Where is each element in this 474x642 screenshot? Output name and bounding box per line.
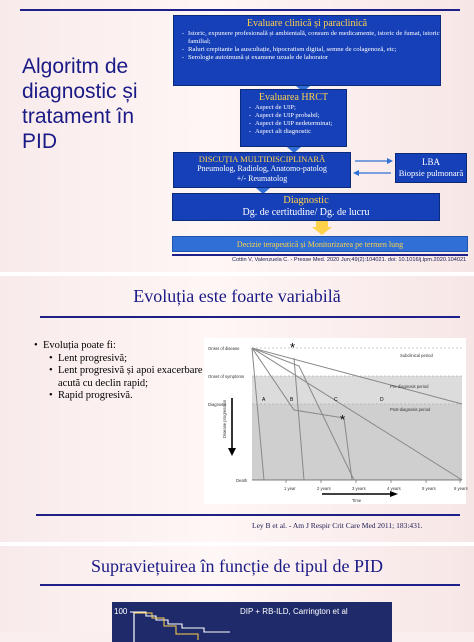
- x-tick: 6 years: [454, 486, 468, 491]
- mdt-line: +/- Reumatolog: [236, 174, 288, 183]
- ymark-diagnosis: Diagnosis: [208, 402, 227, 407]
- box-clinical-title: Evaluare clinică și paraclinică: [246, 18, 368, 29]
- curve-label-c: C: [334, 397, 338, 403]
- progression-svg: [204, 338, 466, 504]
- hrct-item: - Aspect de UIP nedeterminat;: [249, 120, 346, 128]
- arrow-down-icon: [312, 221, 332, 235]
- bottom-rule: [172, 254, 468, 256]
- title-rule: [40, 316, 460, 318]
- x-tick: 4 years: [387, 486, 401, 491]
- box-clinical-evaluation: [173, 15, 441, 86]
- curve-label-a: A: [262, 397, 266, 403]
- slide3-title: Supraviețuirea în funcție de tipul de PID: [91, 556, 383, 576]
- biopsy-line: Biopsie pulmonară: [398, 168, 464, 178]
- x-tick: 1 year: [284, 486, 296, 491]
- period-subclinical: Subclinical period: [400, 353, 433, 358]
- disease-progression-chart: [204, 338, 466, 504]
- mdt-title: DISCUȚIA MULTIDISCIPLINARĂ: [198, 154, 326, 164]
- diagnostic-line: Dg. de certitudine/ Dg. de lucru: [242, 207, 370, 218]
- x-tick: 3 years: [352, 486, 366, 491]
- survival-svg: [112, 602, 392, 642]
- curve-label-d: D: [380, 397, 384, 403]
- slide1-title: Algoritm de diagnostic și tratament în PID: [22, 55, 138, 153]
- y-axis-label: Disease progression: [222, 399, 227, 438]
- survival-chart: [112, 602, 392, 642]
- asterisk-exacerbation: *: [340, 412, 346, 427]
- citation: Cottin V, Valenzuela C. - Presse Med. 2020 Jun;49(2):104021. doi: 10.1016/j.lpm.2020.104021: [232, 257, 467, 263]
- clinical-item: - Istoric, expunere profesională și ambientală, consum de medicamente, istoric de fumat, istoric familial;: [182, 30, 440, 46]
- x-tick: 5 years: [422, 486, 436, 491]
- ymark-death: Death: [236, 478, 248, 483]
- bullet-list: [34, 340, 204, 403]
- sub-bullet: • Lent progresivă și apoi exacerbare acută cu declin rapid;: [34, 365, 204, 390]
- title-rule: [40, 584, 460, 586]
- citation: Ley B et al. - Am J Respir Crit Care Med 2011; 183:431.: [252, 521, 423, 530]
- slide-survival: [0, 546, 474, 632]
- box-lba-biopsy: [395, 153, 467, 183]
- chart-legend: DIP + RB-ILD, Carrington et al: [240, 607, 348, 616]
- clinical-item: - Serologie autoimună și examene uzuale de laborator: [182, 54, 440, 62]
- diagnostic-title: Diagnostic: [283, 195, 329, 206]
- sub-bullet: • Lent progresivă;: [34, 353, 204, 366]
- mdt-line: Pneumolog, Radiolog, Anatomo-patolog: [197, 164, 327, 173]
- y-tick: 100: [114, 607, 128, 616]
- x-axis-label: Time: [352, 498, 362, 503]
- period-prediagnosis: Pre-diagnosis period: [390, 384, 429, 389]
- slide-evolution: [0, 276, 474, 542]
- sub-bullet: • Rapid progresivă.: [34, 390, 204, 403]
- box-hrct-title: Evaluarea HRCT: [258, 92, 329, 103]
- top-rule: [20, 9, 460, 11]
- box-diagnostic: [172, 193, 440, 221]
- clinical-items: [174, 30, 440, 62]
- curve-label-b: B: [290, 397, 294, 403]
- decision-label: Decizie terapeutică și Monitorizarea pe termen lung: [236, 240, 404, 249]
- box-hrct: [240, 89, 347, 147]
- period-postdiagnosis: Post-diagnosis period: [390, 407, 431, 412]
- ymark-onset-disease: Onset of disease: [208, 346, 240, 351]
- slide-algorithm: [0, 0, 474, 272]
- hrct-item: - Aspect de UIP;: [249, 104, 346, 112]
- asterisk-exacerbation: *: [290, 340, 296, 355]
- hrct-item: - Aspect de UIP probabil;: [249, 112, 346, 120]
- hrct-items: [241, 104, 346, 136]
- bottom-rule: [36, 514, 460, 516]
- clinical-item: - Raluri crepitante la auscultație, hipocratism digital, semne de colagenoză, etc;: [182, 46, 440, 54]
- x-tick: 2 years: [317, 486, 331, 491]
- box-multidisciplinary: [173, 152, 351, 188]
- hrct-item: - Aspect alt diagnostic: [249, 128, 346, 136]
- box-therapeutic-decision: [172, 236, 468, 252]
- bidirectional-arrow-icon: [353, 156, 393, 178]
- lba-line: LBA: [422, 157, 440, 167]
- ymark-onset-symptoms: Onset of symptoms: [208, 374, 245, 379]
- bullet-main: • Evoluția poate fi:: [34, 340, 204, 353]
- slide2-title: Evoluția este foarte variabilă: [133, 286, 341, 306]
